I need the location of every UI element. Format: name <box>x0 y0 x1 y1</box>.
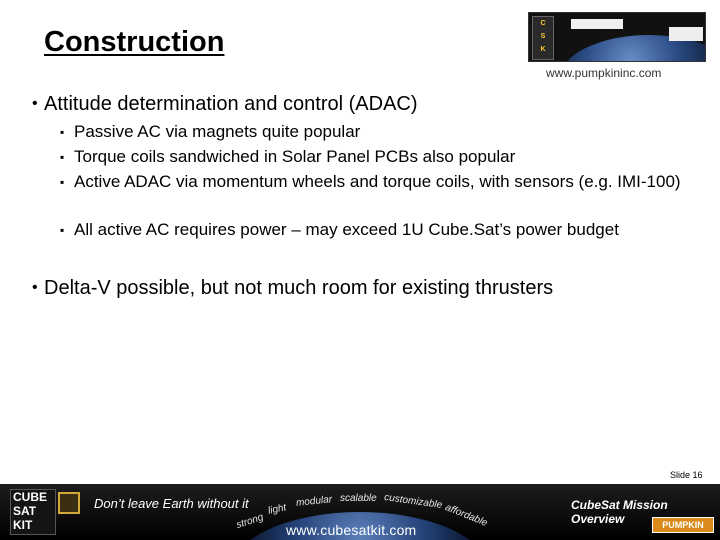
slide-title: Construction <box>44 26 225 58</box>
bullet-square-icon: ▪ <box>60 150 65 164</box>
bullet-level2 <box>60 121 684 142</box>
bullet-level2 <box>60 171 686 192</box>
cube-frame-icon <box>58 492 80 514</box>
cubesatkit-logo-icon: C S K <box>532 16 554 60</box>
bullet-text: Delta-V possible, but not much room for existing thrusters <box>44 277 554 299</box>
header-url[interactable]: www.pumpkininc.com <box>546 66 662 80</box>
footer-word: customizable <box>383 491 443 512</box>
bullet-text: Passive AC via magnets quite popular <box>74 122 361 141</box>
footer-word: modular <box>295 494 333 509</box>
footer-word: light <box>267 502 288 517</box>
bullet-dot-icon: • <box>32 279 38 296</box>
footer-word: scalable <box>340 493 377 504</box>
bullet-level2 <box>60 146 684 167</box>
bullet-text: Torque coils sandwiched in Solar Panel PCBs also popular <box>74 147 516 166</box>
logo-line: CUBE <box>13 490 48 504</box>
pumpkin-logo-icon: PUMPKIN <box>652 517 714 533</box>
footer-banner <box>0 484 720 540</box>
header-banner-image <box>528 12 706 62</box>
bullet-square-icon: ▪ <box>60 223 65 237</box>
bullet-square-icon: ▪ <box>60 125 65 139</box>
bullet-level2 <box>60 219 674 240</box>
slide-number: Slide 16 <box>670 470 703 480</box>
footer-overview-title: CubeSat Mission Overview <box>571 498 668 526</box>
banner-label-graphic <box>669 27 703 41</box>
bullet-text: Attitude determination and control (ADAC) <box>44 93 418 115</box>
bullet-text: All active AC requires power – may exceed 1U Cube.Sat’s power budget <box>74 220 619 239</box>
bullet-level1 <box>32 92 418 116</box>
footer-url[interactable]: www.cubesatkit.com <box>286 522 417 538</box>
banner-tag-graphic <box>571 19 623 29</box>
logo-line: KIT <box>13 518 33 532</box>
logo-line: SAT <box>13 504 37 518</box>
cubesatkit-logo-icon <box>10 489 56 535</box>
footer-word: affordable <box>443 502 489 529</box>
bullet-text: Active ADAC via momentum wheels and torque coils, with sensors (e.g. IMI-100) <box>74 172 681 191</box>
bullet-level1 <box>32 276 554 300</box>
bullet-square-icon: ▪ <box>60 175 65 189</box>
bullet-dot-icon: • <box>32 95 38 112</box>
footer-tagline: Don’t leave Earth without it <box>94 496 249 511</box>
footer-word: strong <box>234 511 265 532</box>
